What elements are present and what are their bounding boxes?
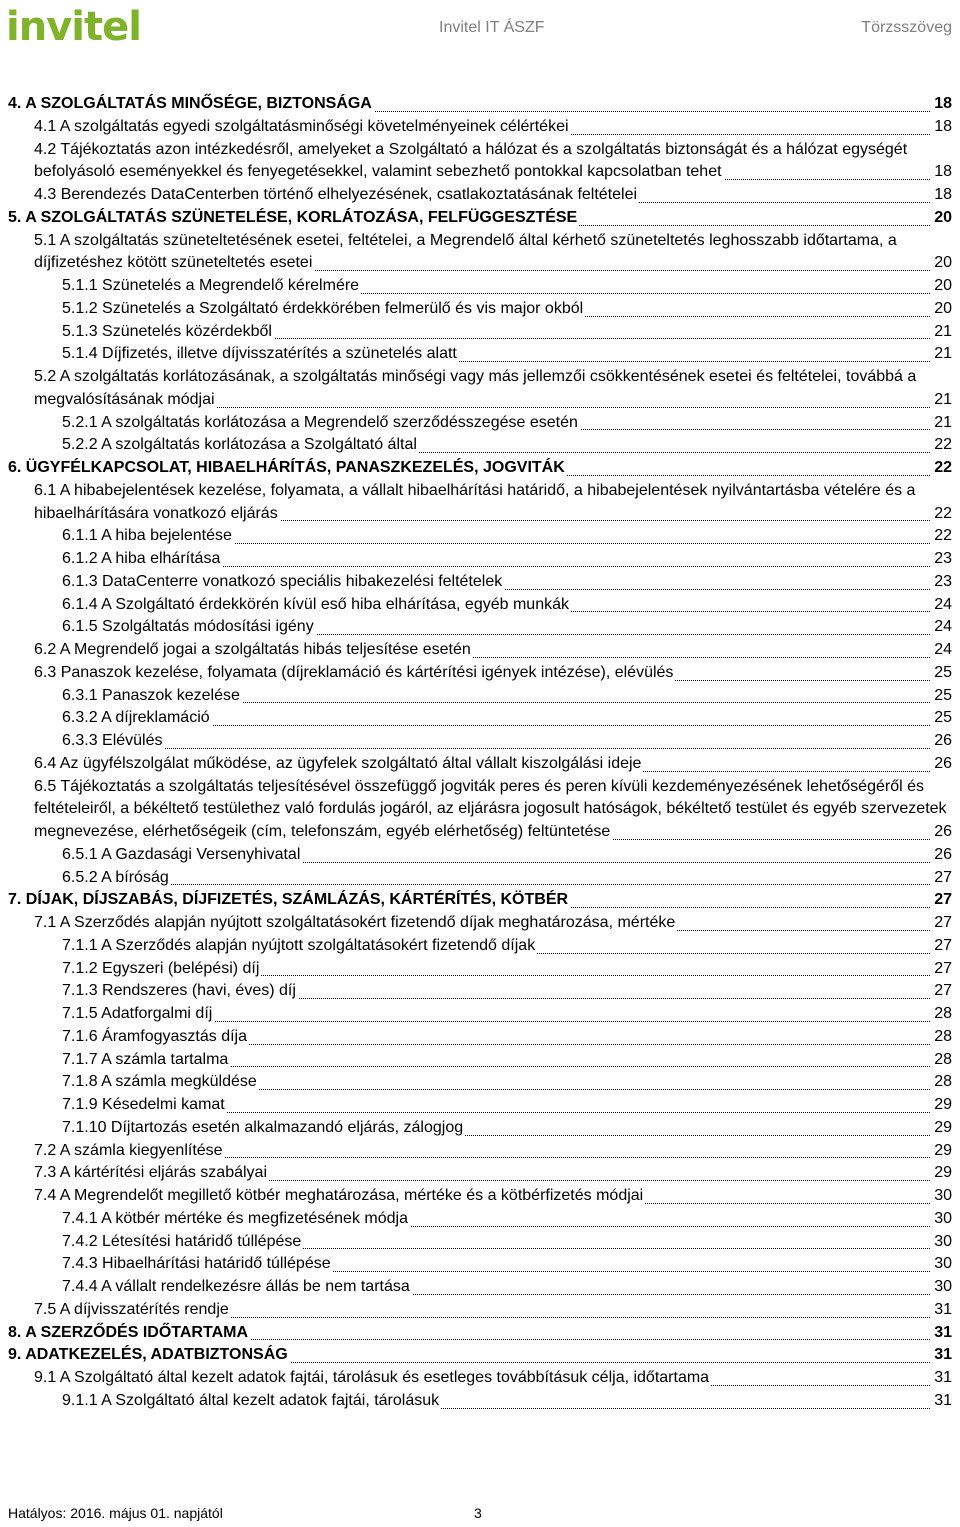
toc-entry-page: 18 [931, 184, 952, 207]
toc-entry-page: 31 [931, 1299, 952, 1322]
toc-entry-title: 9. ADATKEZELÉS, ADATBIZTONSÁG [8, 1346, 288, 1364]
toc-entry-title: 5.1 A szolgáltatás szüneteltetésének esetei, feltételei, a Megrendelő által kérhető szüneteltetés leghosszabb időtartama, a díjfizetéshez kötött szüneteltetés esetei [34, 231, 897, 272]
toc-entry-title: 6.4 Az ügyfélszolgálat működése, az ügyfelek szolgáltató által vállalt kiszolgálási ideje [34, 754, 642, 772]
toc-entry[interactable] [8, 298, 952, 321]
toc-entry-page: 27 [931, 912, 952, 935]
toc-entry[interactable] [8, 1299, 952, 1322]
toc-entry[interactable] [8, 1276, 952, 1299]
toc-entry[interactable] [8, 685, 952, 708]
toc-entry-page: 26 [931, 821, 952, 844]
toc-entry-page: 31 [931, 1390, 952, 1413]
toc-entry-title: 6.1.1 A hiba bejelentése [62, 527, 232, 545]
toc-entry-title: 5.1.3 Szünetelés közérdekből [62, 322, 272, 340]
toc-entry-title: 6.3 Panaszok kezelése, folyamata (díjreklamáció és kártérítési igények intézése), elévülés [34, 663, 674, 681]
toc-entry-title: 7.1 A Szerződés alapján nyújtott szolgáltatásokért fizetendő díjak meghatározása, mértéke [34, 914, 676, 931]
toc-entry[interactable] [8, 753, 952, 776]
toc-entry-title: 7.1.2 Egyszeri (belépési) díj [62, 959, 260, 977]
toc-entry-page: 20 [931, 275, 952, 298]
toc-entry-page: 30 [931, 1231, 952, 1254]
toc-entry[interactable] [8, 434, 952, 457]
toc-entry-title: 6.1.3 DataCenterre vonatkozó speciális hibakezelési feltételek [62, 572, 503, 590]
toc-entry-title: 6.1 A hibabejelentések kezelése, folyamata, a vállalt hibaelhárítási határidő, a hibabejelentések nyilvántartásba vételére és a hibaelhárítására vonatkozó eljárás [34, 481, 916, 522]
toc-entry[interactable] [8, 184, 952, 207]
toc-entry-page: 24 [931, 639, 952, 662]
toc-entry[interactable] [8, 1003, 952, 1026]
toc-entry-page: 28 [931, 1003, 952, 1026]
toc-entry[interactable] [8, 366, 952, 412]
toc-entry-page: 30 [931, 1253, 952, 1276]
toc-entry[interactable] [8, 1162, 952, 1185]
toc-entry[interactable] [8, 1322, 952, 1345]
toc-entry-title: 7. DÍJAK, DÍJSZABÁS, DÍJFIZETÉS, SZÁMLÁZÁS, KÁRTÉRÍTÉS, KÖTBÉR [8, 891, 569, 909]
toc-entry-title: 9.1 A Szolgáltató által kezelt adatok fajtái, tárolásuk és esetleges továbbításuk célja, időtartama [34, 1369, 710, 1386]
toc-entry[interactable] [8, 1344, 952, 1367]
toc-entry-title: 6.1.2 A hiba elhárítása [62, 550, 221, 567]
toc-entry-page: 21 [931, 389, 952, 412]
toc-entry-title: 7.4 A Megrendelőt megillető kötbér meghatározása, mértéke és a kötbérfizetés módjai [34, 1187, 644, 1204]
toc-entry[interactable] [8, 1253, 952, 1276]
toc-entry-page: 20 [931, 207, 952, 230]
toc-entry-title: 6.5 Tájékoztatás a szolgáltatás teljesítésével összefüggő jogviták peres és peren kívüli kezdeményezésének lehetőségéről és feltételeiről, a békéltető testülethez való fordulás jogáról, az eljárásra jogosult hatóságok, békéltető testület és egyéb szervezetek megnevezése, elérhetőségeik (cím, telefonszám, egyéb elérhetőség) feltüntetése [34, 777, 947, 840]
toc-entry-page: 30 [931, 1276, 952, 1299]
toc-entry[interactable] [8, 548, 952, 571]
toc-entry-page: 22 [931, 434, 952, 457]
toc-entry[interactable] [8, 776, 952, 844]
toc-entry-page: 31 [931, 1367, 952, 1390]
toc-entry-title: 6.5.1 A Gazdasági Versenyhivatal [62, 845, 301, 863]
toc-entry-title: 6.3.1 Panaszok kezelése [62, 686, 240, 704]
toc-entry[interactable] [8, 207, 952, 230]
toc-entry-title: 6.1.4 A Szolgáltató érdekkörén kívül eső hiba elhárítása, egyéb munkák [62, 595, 569, 613]
toc-entry-title: 7.1.7 A számla tartalma [62, 1050, 229, 1068]
toc-entry-title: 7.4.3 Hibaelhárítási határidő túllépése [62, 1255, 331, 1273]
toc-entry[interactable] [8, 457, 952, 480]
toc-entry[interactable] [8, 707, 952, 730]
document-title: Invitel IT ÁSZF [439, 19, 545, 36]
toc-entry[interactable] [8, 275, 952, 298]
toc-entry[interactable] [8, 525, 952, 548]
toc-entry[interactable] [8, 867, 952, 890]
toc-entry-title: 5.1.2 Szünetelés a Szolgáltató érdekkörében felmerülő és vis major okból [62, 299, 584, 317]
toc-entry-page: 21 [931, 343, 952, 366]
toc-entry[interactable] [8, 230, 952, 276]
toc-entry-page: 24 [931, 616, 952, 639]
dot-leader [62, 748, 952, 749]
toc-entry[interactable] [8, 139, 952, 185]
toc-entry-page: 22 [931, 525, 952, 548]
toc-entry[interactable] [8, 1071, 952, 1094]
toc-entry-title: 5.1.1 Szünetelés a Megrendelő kérelmére [62, 277, 360, 294]
toc-entry-page: 30 [931, 1208, 952, 1231]
toc-entry-title: 7.1.3 Rendszeres (havi, éves) díj [62, 982, 296, 1000]
toc-entry[interactable] [8, 480, 952, 526]
toc-entry[interactable] [8, 844, 952, 867]
toc-entry-title: 6.3.2 A díjreklamáció [62, 709, 210, 727]
toc-entry[interactable] [8, 321, 952, 344]
toc-entry[interactable] [8, 594, 952, 617]
toc-entry-title: 7.1.5 Adatforgalmi díj [62, 1005, 213, 1022]
toc-entry[interactable] [8, 616, 952, 639]
toc-entry-page: 30 [931, 1185, 952, 1208]
toc-entry-title: 7.4.1 A kötbér mértéke és megfizetésének módja [62, 1209, 408, 1227]
toc-entry[interactable] [8, 912, 952, 935]
toc-entry[interactable] [8, 1026, 952, 1049]
toc-entry[interactable] [8, 980, 952, 1003]
toc-entry-title: 5.2.1 A szolgáltatás korlátozása a Megrendelő szerződésszegése esetén [62, 413, 578, 431]
toc-entry-title: 7.1.1 A Szerződés alapján nyújtott szolgáltatásokért fizetendő díjak [62, 936, 536, 954]
toc-entry-title: 5. A SZOLGÁLTATÁS SZÜNETELÉSE, KORLÁTOZÁSA, FELFÜGGESZTÉSE [8, 208, 578, 226]
toc-entry[interactable] [8, 639, 952, 662]
toc-entry-title: 7.1.10 Díjtartozás esetén alkalmazandó eljárás, zálogjog [62, 1118, 464, 1136]
toc-entry[interactable] [8, 343, 952, 366]
table-of-contents [8, 93, 952, 1413]
toc-entry[interactable] [8, 1049, 952, 1072]
page-number: 3 [474, 1505, 482, 1521]
toc-entry-page: 18 [931, 93, 952, 116]
toc-entry-title: 5.1.4 Díjfizetés, illetve díjvisszatérítés a szünetelés alatt [62, 345, 457, 363]
toc-entry[interactable] [8, 1140, 952, 1163]
toc-entry[interactable] [8, 1185, 952, 1208]
dot-leader [62, 884, 952, 885]
toc-entry-page: 21 [931, 412, 952, 435]
toc-entry-page: 31 [931, 1344, 952, 1367]
toc-entry-page: 28 [931, 1026, 952, 1049]
toc-entry-page: 26 [931, 730, 952, 753]
toc-entry-page: 27 [931, 980, 952, 1003]
toc-entry-title: 4.3 Berendezés DataCenterben történő elhelyezésének, csatlakoztatásának feltételei [34, 186, 638, 203]
toc-entry-page: 23 [931, 548, 952, 571]
toc-entry[interactable] [8, 958, 952, 981]
toc-entry-title: 4.2 Tájékoztatás azon intézkedésről, amelyeket a Szolgáltató a hálózat és a szolgáltatás biztonságát és a hálózat egységét befolyásoló eseményekkel és fenyegetésekkel, valamint sebezhető pontokkal kapcsolatban tehet [34, 140, 908, 181]
toc-entry[interactable] [8, 93, 952, 116]
toc-entry-page: 26 [931, 753, 952, 776]
toc-entry-page: 27 [931, 889, 952, 912]
toc-entry[interactable] [8, 571, 952, 594]
toc-entry-page: 26 [931, 844, 952, 867]
toc-entry[interactable] [8, 1208, 952, 1231]
toc-entry-page: 20 [931, 252, 952, 275]
toc-entry-title: 7.3 A kártérítési eljárás szabályai [34, 1164, 268, 1182]
toc-entry-title: 7.2 A számla kiegyenlítése [34, 1141, 223, 1159]
toc-entry-page: 18 [931, 116, 952, 139]
toc-entry[interactable] [8, 116, 952, 139]
toc-entry-page: 28 [931, 1049, 952, 1072]
toc-entry-title: 7.5 A díjvisszatérítés rendje [34, 1300, 229, 1318]
toc-entry-title: 5.2.2 A szolgáltatás korlátozása a Szolgáltató által [62, 436, 417, 454]
toc-entry-page: 22 [931, 457, 952, 480]
invitel-logo: invitel [6, 4, 141, 50]
toc-entry[interactable] [8, 935, 952, 958]
effective-date: Hatályos: 2016. május 01. napjától [8, 1505, 223, 1521]
toc-entry-title: 7.1.9 Késedelmi kamat [62, 1096, 225, 1113]
toc-entry-title: 6.2 A Megrendelő jogai a szolgáltatás hibás teljesítése esetén [34, 641, 471, 658]
toc-entry-title: 8. A SZERZŐDÉS IDŐTARTAMA [8, 1323, 248, 1341]
toc-entry-title: 7.1.8 A számla megküldése [62, 1073, 257, 1091]
toc-entry-page: 29 [931, 1140, 952, 1163]
toc-entry-title: 7.1.6 Áramfogyasztás díja [62, 1027, 247, 1045]
toc-entry-title: 6. ÜGYFÉLKAPCSOLAT, HIBAELHÁRÍTÁS, PANASZKEZELÉS, JOGVITÁK [8, 459, 565, 476]
toc-entry[interactable] [8, 1231, 952, 1254]
toc-entry-page: 25 [931, 685, 952, 708]
toc-entry-page: 27 [931, 935, 952, 958]
toc-entry-page: 25 [931, 707, 952, 730]
toc-entry-title: 7.4.4 A vállalt rendelkezésre állás be nem tartása [62, 1278, 410, 1295]
toc-entry-title: 4. A SZOLGÁLTATÁS MINŐSÉGE, BIZTONSÁGA [8, 95, 372, 112]
toc-entry-page: 27 [931, 867, 952, 890]
toc-entry[interactable] [8, 1094, 952, 1117]
toc-entry-title: 9.1.1 A Szolgáltató által kezelt adatok fajtái, tárolásuk [62, 1391, 440, 1409]
toc-entry-page: 28 [931, 1071, 952, 1094]
toc-entry-page: 21 [931, 321, 952, 344]
toc-entry-title: 6.3.3 Elévülés [62, 732, 163, 749]
toc-entry[interactable] [8, 412, 952, 435]
section-label: Törzsszöveg [861, 19, 952, 36]
toc-entry-page: 24 [931, 594, 952, 617]
toc-entry[interactable] [8, 1367, 952, 1390]
toc-entry-page: 31 [931, 1322, 952, 1345]
toc-entry[interactable] [8, 1390, 952, 1413]
toc-entry-page: 18 [931, 161, 952, 184]
toc-entry-page: 29 [931, 1094, 952, 1117]
toc-entry-title: 5.2 A szolgáltatás korlátozásának, a szolgáltatás minőségi vagy más jellemzői csökkentésének esetei és feltételei, továbbá a megvalósításának módjai [34, 368, 917, 408]
toc-entry-title: 4.1 A szolgáltatás egyedi szolgáltatásminőségi követelményeinek célértékei [34, 117, 569, 135]
toc-entry[interactable] [8, 662, 952, 685]
toc-entry-page: 29 [931, 1162, 952, 1185]
toc-entry-title: 6.1.5 Szolgáltatás módosítási igény [62, 618, 314, 636]
toc-entry-page: 23 [931, 571, 952, 594]
toc-entry[interactable] [8, 1117, 952, 1140]
page-header [0, 0, 960, 60]
toc-entry-title: 7.4.2 Létesítési határidő túllépése [62, 1232, 302, 1250]
toc-entry-page: 27 [931, 958, 952, 981]
toc-entry-title: 6.5.2 A bíróság [62, 868, 169, 886]
toc-entry[interactable] [8, 730, 952, 753]
toc-entry-page: 20 [931, 298, 952, 321]
toc-entry-page: 22 [931, 503, 952, 526]
toc-entry-page: 29 [931, 1117, 952, 1140]
toc-entry[interactable] [8, 889, 952, 912]
toc-entry-page: 25 [931, 662, 952, 685]
